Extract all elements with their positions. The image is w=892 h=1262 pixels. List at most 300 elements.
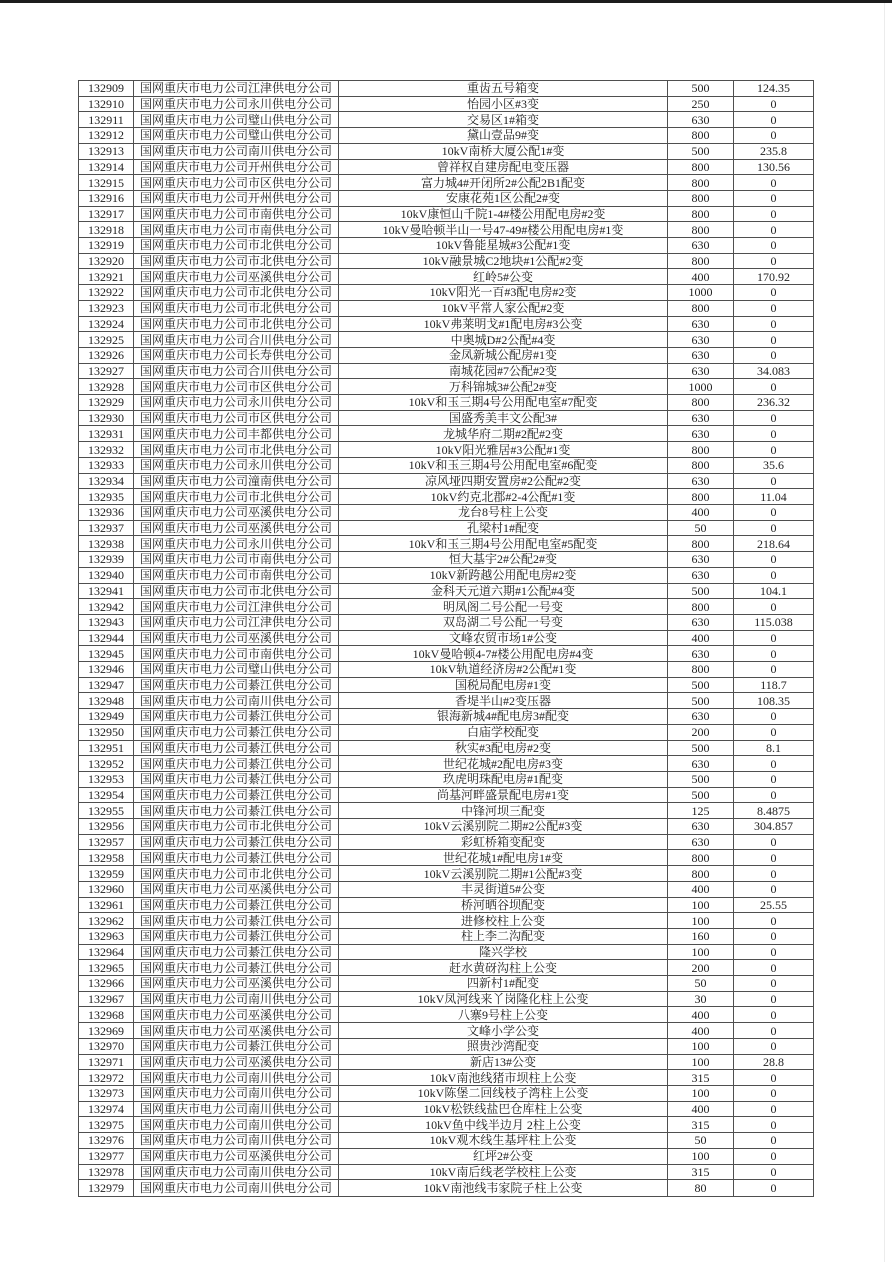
table-row	[79, 913, 814, 929]
table-row	[79, 489, 814, 505]
cell-row-id: 132925	[79, 332, 134, 348]
cell-device-name: 尚基河畔盛景配电房#1变	[339, 787, 668, 803]
cell-company: 国网重庆市电力公司綦江供电分公司	[134, 897, 339, 913]
cell-value: 0	[734, 379, 814, 395]
cell-company: 国网重庆市电力公司綦江供电分公司	[134, 771, 339, 787]
table-row	[79, 646, 814, 662]
cell-value: 28.8	[734, 1054, 814, 1070]
cell-device-name: 交易区1#箱变	[339, 112, 668, 128]
cell-value: 0	[734, 442, 814, 458]
table-row	[79, 206, 814, 222]
cell-company: 国网重庆市电力公司綦江供电分公司	[134, 709, 339, 725]
cell-row-id: 132979	[79, 1180, 134, 1197]
cell-value: 124.35	[734, 81, 814, 97]
cell-value: 0	[734, 1023, 814, 1039]
cell-capacity: 630	[668, 410, 734, 426]
table-row	[79, 347, 814, 363]
table-row	[79, 363, 814, 379]
page-top-edge	[0, 0, 892, 3]
cell-capacity: 400	[668, 1023, 734, 1039]
cell-value: 0	[734, 112, 814, 128]
cell-row-id: 132961	[79, 897, 134, 913]
cell-company: 国网重庆市电力公司市北供电分公司	[134, 285, 339, 301]
cell-company: 国网重庆市电力公司南川供电分公司	[134, 1101, 339, 1117]
cell-capacity: 800	[668, 662, 734, 678]
table-row	[79, 1023, 814, 1039]
cell-capacity: 400	[668, 504, 734, 520]
table-row	[79, 253, 814, 269]
table-row	[79, 944, 814, 960]
table-row	[79, 724, 814, 740]
table-row	[79, 960, 814, 976]
cell-value: 0	[734, 1117, 814, 1133]
cell-device-name: 10kV云溪别院二期#2公配#3变	[339, 819, 668, 835]
cell-company: 国网重庆市电力公司巫溪供电分公司	[134, 1023, 339, 1039]
cell-device-name: 国盛秀美丰文公配3#	[339, 410, 668, 426]
cell-capacity: 630	[668, 332, 734, 348]
cell-value: 0	[734, 426, 814, 442]
cell-capacity: 800	[668, 159, 734, 175]
cell-value: 170.92	[734, 269, 814, 285]
table-row	[79, 693, 814, 709]
cell-capacity: 160	[668, 928, 734, 944]
cell-capacity: 800	[668, 128, 734, 144]
table-row	[79, 1070, 814, 1086]
cell-capacity: 630	[668, 819, 734, 835]
table-row	[79, 1133, 814, 1149]
cell-device-name: 文峰小学公变	[339, 1023, 668, 1039]
cell-value: 0	[734, 960, 814, 976]
cell-row-id: 132974	[79, 1101, 134, 1117]
cell-row-id: 132950	[79, 724, 134, 740]
cell-company: 国网重庆市电力公司巫溪供电分公司	[134, 520, 339, 536]
cell-value: 108.35	[734, 693, 814, 709]
cell-row-id: 132966	[79, 976, 134, 992]
cell-value: 0	[734, 552, 814, 568]
table-row	[79, 316, 814, 332]
cell-company: 国网重庆市电力公司巫溪供电分公司	[134, 1054, 339, 1070]
table-row	[79, 426, 814, 442]
cell-company: 国网重庆市电力公司綦江供电分公司	[134, 787, 339, 803]
cell-company: 国网重庆市电力公司永川供电分公司	[134, 395, 339, 411]
cell-value: 0	[734, 928, 814, 944]
cell-value: 0	[734, 520, 814, 536]
cell-capacity: 50	[668, 520, 734, 536]
cell-capacity: 400	[668, 269, 734, 285]
cell-row-id: 132976	[79, 1133, 134, 1149]
cell-company: 国网重庆市电力公司南川供电分公司	[134, 143, 339, 159]
table-row	[79, 1038, 814, 1054]
cell-device-name: 秋实#3配电房#2变	[339, 740, 668, 756]
cell-device-name: 10kV南桥大厦公配1#变	[339, 143, 668, 159]
cell-value: 0	[734, 128, 814, 144]
cell-capacity: 630	[668, 567, 734, 583]
cell-row-id: 132975	[79, 1117, 134, 1133]
table-row	[79, 175, 814, 191]
cell-company: 国网重庆市电力公司南川供电分公司	[134, 1070, 339, 1086]
cell-device-name: 10kV阳光雅居#3公配#1变	[339, 442, 668, 458]
cell-row-id: 132936	[79, 504, 134, 520]
table-body	[79, 81, 814, 1197]
cell-capacity: 400	[668, 1007, 734, 1023]
cell-row-id: 132954	[79, 787, 134, 803]
cell-row-id: 132933	[79, 457, 134, 473]
cell-capacity: 100	[668, 1038, 734, 1054]
cell-device-name: 隆兴学校	[339, 944, 668, 960]
cell-row-id: 132934	[79, 473, 134, 489]
cell-company: 国网重庆市电力公司合川供电分公司	[134, 332, 339, 348]
cell-device-name: 10kV和玉三期4号公用配电室#7配变	[339, 395, 668, 411]
cell-company: 国网重庆市电力公司永川供电分公司	[134, 96, 339, 112]
cell-capacity: 630	[668, 834, 734, 850]
table-row	[79, 190, 814, 206]
cell-device-name: 10kV弗莱明戈#1配电房#3公变	[339, 316, 668, 332]
cell-value: 0	[734, 1133, 814, 1149]
cell-device-name: 10kV曼哈顿4-7#楼公用配电房#4变	[339, 646, 668, 662]
cell-device-name: 10kV平常人家公配#2变	[339, 300, 668, 316]
cell-company: 国网重庆市电力公司永川供电分公司	[134, 457, 339, 473]
cell-row-id: 132909	[79, 81, 134, 97]
cell-capacity: 800	[668, 489, 734, 505]
table-row	[79, 897, 814, 913]
cell-device-name: 10kV凤河线来丫岗隆化柱上公变	[339, 991, 668, 1007]
cell-capacity: 400	[668, 881, 734, 897]
cell-row-id: 132972	[79, 1070, 134, 1086]
cell-device-name: 中奥城D#2公配#4变	[339, 332, 668, 348]
cell-capacity: 800	[668, 253, 734, 269]
cell-row-id: 132977	[79, 1148, 134, 1164]
cell-value: 0	[734, 787, 814, 803]
cell-company: 国网重庆市电力公司市北供电分公司	[134, 819, 339, 835]
cell-value: 0	[734, 190, 814, 206]
cell-device-name: 凉风垭四期安置房#2公配#2变	[339, 473, 668, 489]
cell-value: 0	[734, 646, 814, 662]
cell-capacity: 630	[668, 112, 734, 128]
cell-value: 8.1	[734, 740, 814, 756]
table-row	[79, 159, 814, 175]
cell-capacity: 500	[668, 81, 734, 97]
cell-company: 国网重庆市电力公司丰都供电分公司	[134, 426, 339, 442]
cell-value: 0	[734, 866, 814, 882]
cell-capacity: 125	[668, 803, 734, 819]
cell-capacity: 500	[668, 693, 734, 709]
cell-value: 0	[734, 1007, 814, 1023]
cell-company: 国网重庆市电力公司南川供电分公司	[134, 1117, 339, 1133]
cell-company: 国网重庆市电力公司江津供电分公司	[134, 599, 339, 615]
cell-company: 国网重庆市电力公司巫溪供电分公司	[134, 269, 339, 285]
cell-row-id: 132912	[79, 128, 134, 144]
cell-value: 0	[734, 1148, 814, 1164]
table-row	[79, 819, 814, 835]
cell-company: 国网重庆市电力公司綦江供电分公司	[134, 1038, 339, 1054]
cell-value: 0	[734, 504, 814, 520]
cell-capacity: 100	[668, 1148, 734, 1164]
cell-capacity: 400	[668, 630, 734, 646]
cell-row-id: 132921	[79, 269, 134, 285]
cell-device-name: 恒大基宇2#公配2#变	[339, 552, 668, 568]
table-row	[79, 1007, 814, 1023]
cell-row-id: 132935	[79, 489, 134, 505]
cell-device-name: 10kV约克北郡#2-4公配#1变	[339, 489, 668, 505]
cell-value: 0	[734, 944, 814, 960]
cell-capacity: 1000	[668, 379, 734, 395]
cell-row-id: 132967	[79, 991, 134, 1007]
cell-value: 0	[734, 332, 814, 348]
cell-value: 0	[734, 1180, 814, 1197]
cell-value: 0	[734, 285, 814, 301]
cell-value: 0	[734, 662, 814, 678]
cell-device-name: 新店13#公变	[339, 1054, 668, 1070]
cell-company: 国网重庆市电力公司市北供电分公司	[134, 253, 339, 269]
cell-capacity: 100	[668, 897, 734, 913]
cell-device-name: 孔梁村1#配变	[339, 520, 668, 536]
table-row	[79, 552, 814, 568]
cell-device-name: 10kV云溪别院二期#1公配#3变	[339, 866, 668, 882]
cell-capacity: 630	[668, 426, 734, 442]
cell-value: 130.56	[734, 159, 814, 175]
cell-capacity: 100	[668, 1054, 734, 1070]
cell-row-id: 132949	[79, 709, 134, 725]
cell-value: 0	[734, 253, 814, 269]
cell-device-name: 桥河晒谷坝配变	[339, 897, 668, 913]
cell-row-id: 132947	[79, 677, 134, 693]
cell-device-name: 10kV新跨越公用配电房#2变	[339, 567, 668, 583]
table-row	[79, 677, 814, 693]
cell-capacity: 800	[668, 442, 734, 458]
cell-row-id: 132963	[79, 928, 134, 944]
cell-company: 国网重庆市电力公司市北供电分公司	[134, 238, 339, 254]
cell-row-id: 132929	[79, 395, 134, 411]
cell-value: 0	[734, 473, 814, 489]
cell-capacity: 1000	[668, 285, 734, 301]
cell-capacity: 800	[668, 190, 734, 206]
table-row	[79, 1148, 814, 1164]
cell-device-name: 10kV南后线老学校柱上公变	[339, 1164, 668, 1180]
cell-device-name: 黛山壹品9#变	[339, 128, 668, 144]
cell-row-id: 132959	[79, 866, 134, 882]
cell-row-id: 132946	[79, 662, 134, 678]
cell-company: 国网重庆市电力公司綦江供电分公司	[134, 913, 339, 929]
cell-value: 0	[734, 976, 814, 992]
cell-value: 0	[734, 756, 814, 772]
cell-device-name: 10kV观木线生基坪柱上公变	[339, 1133, 668, 1149]
cell-company: 国网重庆市电力公司巫溪供电分公司	[134, 504, 339, 520]
cell-capacity: 315	[668, 1070, 734, 1086]
table-row	[79, 662, 814, 678]
cell-capacity: 800	[668, 222, 734, 238]
table-row	[79, 128, 814, 144]
cell-company: 国网重庆市电力公司巫溪供电分公司	[134, 1007, 339, 1023]
cell-row-id: 132937	[79, 520, 134, 536]
cell-capacity: 200	[668, 960, 734, 976]
table-row	[79, 614, 814, 630]
table-row	[79, 599, 814, 615]
cell-device-name: 10kV鲁能星城#3公配#1变	[339, 238, 668, 254]
table-row	[79, 285, 814, 301]
cell-value: 0	[734, 1038, 814, 1054]
cell-value: 25.55	[734, 897, 814, 913]
cell-row-id: 132930	[79, 410, 134, 426]
cell-capacity: 500	[668, 771, 734, 787]
cell-device-name: 10kV和玉三期4号公用配电室#5配变	[339, 536, 668, 552]
cell-capacity: 500	[668, 740, 734, 756]
table-row	[79, 395, 814, 411]
cell-company: 国网重庆市电力公司开州供电分公司	[134, 159, 339, 175]
cell-capacity: 630	[668, 316, 734, 332]
page-right-edge	[884, 3, 885, 1262]
cell-company: 国网重庆市电力公司綦江供电分公司	[134, 850, 339, 866]
cell-value: 115.038	[734, 614, 814, 630]
cell-company: 国网重庆市电力公司市南供电分公司	[134, 646, 339, 662]
cell-capacity: 630	[668, 646, 734, 662]
cell-row-id: 132911	[79, 112, 134, 128]
cell-row-id: 132932	[79, 442, 134, 458]
cell-value: 0	[734, 881, 814, 897]
cell-value: 0	[734, 96, 814, 112]
cell-capacity: 100	[668, 944, 734, 960]
cell-capacity: 100	[668, 1086, 734, 1102]
cell-device-name: 香堤半山#2变压器	[339, 693, 668, 709]
cell-value: 0	[734, 410, 814, 426]
table-row	[79, 504, 814, 520]
cell-value: 0	[734, 1101, 814, 1117]
table-row	[79, 473, 814, 489]
cell-company: 国网重庆市电力公司市北供电分公司	[134, 489, 339, 505]
cell-row-id: 132927	[79, 363, 134, 379]
cell-device-name: 柱上李二沟配变	[339, 928, 668, 944]
cell-capacity: 200	[668, 724, 734, 740]
cell-row-id: 132931	[79, 426, 134, 442]
cell-row-id: 132923	[79, 300, 134, 316]
cell-device-name: 10kV鱼中线半边月 2柱上公变	[339, 1117, 668, 1133]
cell-row-id: 132938	[79, 536, 134, 552]
cell-value: 0	[734, 567, 814, 583]
cell-capacity: 80	[668, 1180, 734, 1197]
table-row	[79, 536, 814, 552]
cell-company: 国网重庆市电力公司巫溪供电分公司	[134, 1148, 339, 1164]
cell-company: 国网重庆市电力公司璧山供电分公司	[134, 662, 339, 678]
cell-row-id: 132910	[79, 96, 134, 112]
cell-value: 304.857	[734, 819, 814, 835]
table-row	[79, 709, 814, 725]
cell-device-name: 国税局配电房#1变	[339, 677, 668, 693]
cell-company: 国网重庆市电力公司市北供电分公司	[134, 866, 339, 882]
table-row	[79, 976, 814, 992]
cell-device-name: 万科锦城3#公配2#变	[339, 379, 668, 395]
cell-capacity: 50	[668, 976, 734, 992]
cell-value: 0	[734, 913, 814, 929]
cell-company: 国网重庆市电力公司市南供电分公司	[134, 552, 339, 568]
table-row	[79, 834, 814, 850]
cell-row-id: 132917	[79, 206, 134, 222]
cell-row-id: 132940	[79, 567, 134, 583]
cell-device-name: 曾祥权自建房配电变压器	[339, 159, 668, 175]
table-row	[79, 928, 814, 944]
table-row	[79, 881, 814, 897]
cell-company: 国网重庆市电力公司江津供电分公司	[134, 81, 339, 97]
cell-company: 国网重庆市电力公司綦江供电分公司	[134, 928, 339, 944]
cell-capacity: 800	[668, 457, 734, 473]
table-row	[79, 1180, 814, 1197]
cell-value: 118.7	[734, 677, 814, 693]
table-row	[79, 269, 814, 285]
cell-capacity: 630	[668, 709, 734, 725]
cell-company: 国网重庆市电力公司江津供电分公司	[134, 614, 339, 630]
cell-row-id: 132951	[79, 740, 134, 756]
table-row	[79, 238, 814, 254]
cell-value: 0	[734, 222, 814, 238]
cell-company: 国网重庆市电力公司南川供电分公司	[134, 1133, 339, 1149]
cell-capacity: 800	[668, 206, 734, 222]
cell-value: 0	[734, 1164, 814, 1180]
cell-value: 0	[734, 630, 814, 646]
cell-value: 8.4875	[734, 803, 814, 819]
cell-row-id: 132948	[79, 693, 134, 709]
cell-row-id: 132955	[79, 803, 134, 819]
cell-value: 0	[734, 850, 814, 866]
cell-value: 35.6	[734, 457, 814, 473]
cell-device-name: 10kV康恒山千院1-4#楼公用配电房#2变	[339, 206, 668, 222]
cell-row-id: 132945	[79, 646, 134, 662]
cell-row-id: 132914	[79, 159, 134, 175]
table-row	[79, 756, 814, 772]
cell-value: 34.083	[734, 363, 814, 379]
table-row	[79, 787, 814, 803]
cell-row-id: 132922	[79, 285, 134, 301]
cell-device-name: 安康花苑1区公配2#变	[339, 190, 668, 206]
cell-row-id: 132978	[79, 1164, 134, 1180]
cell-device-name: 怡园小区#3变	[339, 96, 668, 112]
cell-row-id: 132941	[79, 583, 134, 599]
cell-row-id: 132964	[79, 944, 134, 960]
cell-capacity: 630	[668, 756, 734, 772]
cell-value: 236.32	[734, 395, 814, 411]
cell-row-id: 132960	[79, 881, 134, 897]
cell-row-id: 132957	[79, 834, 134, 850]
cell-row-id: 132928	[79, 379, 134, 395]
cell-row-id: 132971	[79, 1054, 134, 1070]
cell-company: 国网重庆市电力公司市区供电分公司	[134, 410, 339, 426]
cell-capacity: 800	[668, 395, 734, 411]
cell-company: 国网重庆市电力公司璧山供电分公司	[134, 112, 339, 128]
table-row	[79, 143, 814, 159]
cell-company: 国网重庆市电力公司南川供电分公司	[134, 991, 339, 1007]
cell-device-name: 明凤阁二号公配一号变	[339, 599, 668, 615]
cell-company: 国网重庆市电力公司市北供电分公司	[134, 442, 339, 458]
cell-value: 0	[734, 1086, 814, 1102]
table-row	[79, 630, 814, 646]
cell-device-name: 10kV曼哈顿半山一号47-49#楼公用配电房#1变	[339, 222, 668, 238]
cell-capacity: 500	[668, 143, 734, 159]
cell-capacity: 800	[668, 599, 734, 615]
cell-company: 国网重庆市电力公司璧山供电分公司	[134, 128, 339, 144]
table-row	[79, 740, 814, 756]
cell-company: 国网重庆市电力公司綦江供电分公司	[134, 960, 339, 976]
cell-capacity: 800	[668, 300, 734, 316]
cell-capacity: 30	[668, 991, 734, 1007]
cell-device-name: 玖虎明珠配电房#1配变	[339, 771, 668, 787]
cell-company: 国网重庆市电力公司綦江供电分公司	[134, 740, 339, 756]
cell-device-name: 八寨9号柱上公变	[339, 1007, 668, 1023]
cell-row-id: 132973	[79, 1086, 134, 1102]
table-row	[79, 410, 814, 426]
cell-device-name: 10kV和玉三期4号公用配电室#6配变	[339, 457, 668, 473]
cell-value: 0	[734, 347, 814, 363]
cell-capacity: 100	[668, 913, 734, 929]
cell-company: 国网重庆市电力公司巫溪供电分公司	[134, 630, 339, 646]
cell-device-name: 10kV阳光一百#3配电房#2变	[339, 285, 668, 301]
cell-value: 0	[734, 238, 814, 254]
